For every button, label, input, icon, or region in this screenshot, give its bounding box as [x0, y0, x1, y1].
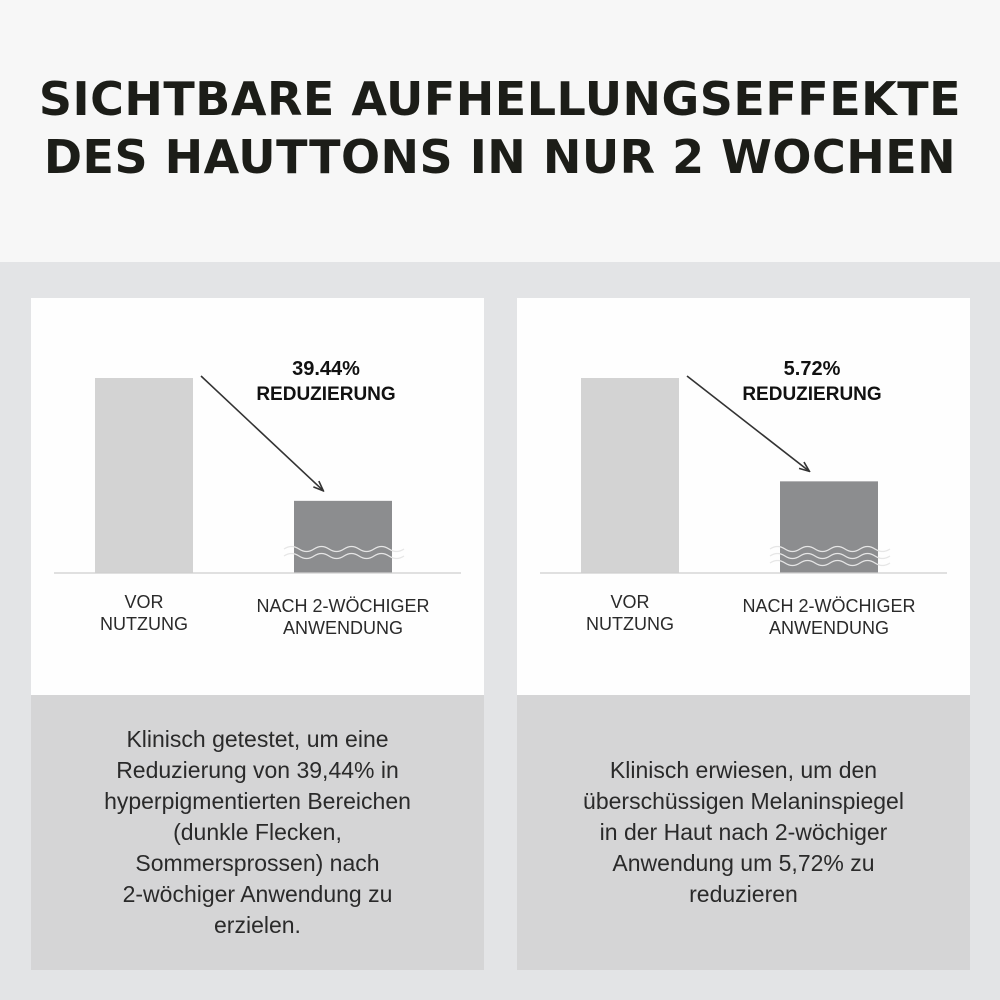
caption-box [31, 695, 484, 970]
reduction-percent: 5.72% [783, 358, 841, 380]
category-label: NACH 2-WÖCHIGER ANWENDUNG [256, 596, 430, 638]
title-line-1: SICHTBARE AUFHELLUNGSEFFEKTE [38, 72, 962, 126]
bar-chart-hyperpigmentation [31, 298, 484, 695]
reduction-label: REDUZIERUNG [742, 384, 882, 405]
bar-before [95, 378, 193, 573]
caption-text: Klinisch erwiesen, um den überschüssigen Melaninspiegel in der Haut nach 2-wöchiger Anwendung um 5,72% zu reduzieren [583, 757, 904, 907]
category-label: VOR NUTZUNG [586, 592, 674, 634]
bar-after [294, 501, 392, 573]
header [0, 0, 1000, 262]
bar-before [581, 378, 679, 573]
page-title [0, 70, 1000, 186]
bar-after [780, 481, 878, 573]
category-label: NACH 2-WÖCHIGER ANWENDUNG [742, 596, 916, 638]
panel-melanin [517, 298, 970, 970]
reduction-label: REDUZIERUNG [256, 384, 396, 405]
category-label: VOR NUTZUNG [100, 592, 188, 634]
panel-hyperpigmentation [31, 298, 484, 970]
reduction-percent: 39.44% [292, 358, 360, 380]
caption-box [517, 695, 970, 970]
title-line-2: DES HAUTTONS IN NUR 2 WOCHEN [43, 130, 957, 184]
caption-text: Klinisch getestet, um eine Reduzierung von 39,44% in hyperpigmentierten Bereichen (dunkle Flecken, Sommersprossen) nach 2-wöchiger Anwendung zu erzielen. [104, 726, 411, 938]
bar-chart-melanin [517, 298, 970, 695]
